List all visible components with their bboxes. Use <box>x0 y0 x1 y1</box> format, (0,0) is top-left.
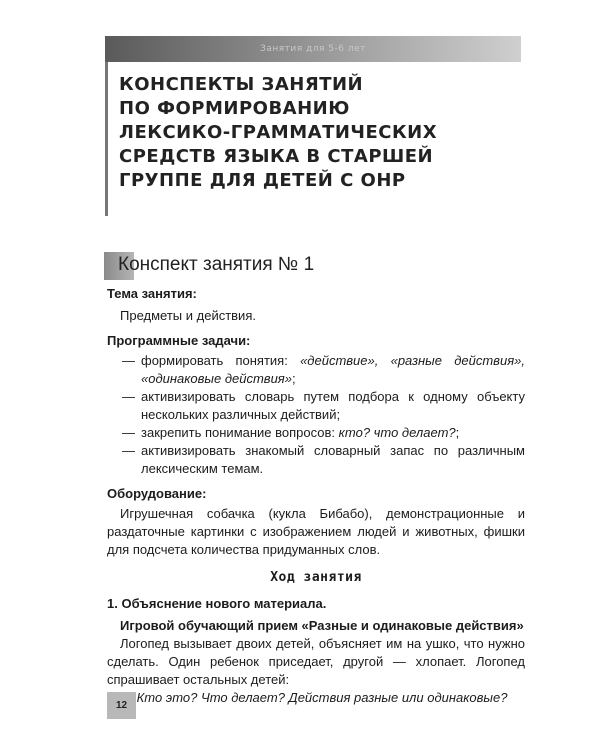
lesson-title: Ход занятия <box>270 570 362 585</box>
chapter-title-line: ПО ФОРМИРОВАНИЮ <box>119 98 350 119</box>
page-number-text: 12 <box>115 700 128 711</box>
chapter-title-line: СРЕДСТВ ЯЗЫКА В СТАРШЕЙ <box>119 146 434 167</box>
step-subheading: Игровой обучающий прием «Разные и одинаковые действия» <box>120 618 524 633</box>
step-text: Логопед вызывает двоих детей, объясняет им на ушко, что нужно сделать. Один ребенок приседает, другой — хлопает. Логопед спрашивает остальных детей: <box>107 636 525 687</box>
topic-label: Тема занятия: <box>107 286 197 301</box>
chapter-title-line: ГРУППЕ ДЛЯ ДЕТЕЙ С ОНР <box>119 170 406 191</box>
running-header-text: Занятия для 5-6 лет <box>260 44 366 54</box>
list-item: — закрепить понимание вопросов: кто? что делает?; <box>107 424 525 442</box>
chapter-title <box>119 73 529 193</box>
chapter-title-line: КОНСПЕКТЫ ЗАНЯТИЙ <box>119 74 364 95</box>
topic-text: Предметы и действия. <box>120 308 256 323</box>
list-item: — активизировать знакомый словарный запас по различным лексическим темам. <box>107 442 525 478</box>
tasks-label: Программные задачи: <box>107 333 251 348</box>
page-content <box>107 285 525 707</box>
step-heading: 1. Объяснение нового материала. <box>107 596 327 611</box>
section-heading <box>104 252 404 280</box>
list-item: — формировать понятия: «действие», «разные действия», «одинаковые действия»; <box>107 352 525 388</box>
equipment-text: Игрушечная собачка (кукла Бибабо), демонстрационные и раздаточные картинки с изображением людей и животных, фишки для подсчета количества придуманных слов. <box>107 506 525 557</box>
running-header <box>105 36 521 62</box>
title-rule <box>105 62 108 216</box>
chapter-title-line: ЛЕКСИКО-ГРАММАТИЧЕСКИХ <box>119 122 438 143</box>
list-item: — активизировать словарь путем подбора к одному объекту нескольких различных действий; <box>107 388 525 424</box>
dialog-line <box>120 689 525 707</box>
dialog-question: Кто это? Что делает? Действия разные или одинаковые? <box>136 690 508 705</box>
equipment-label: Оборудование: <box>107 486 207 501</box>
page-number <box>107 692 136 719</box>
tasks-list <box>107 352 525 478</box>
section-heading-text: Конспект занятия № 1 <box>118 254 315 275</box>
